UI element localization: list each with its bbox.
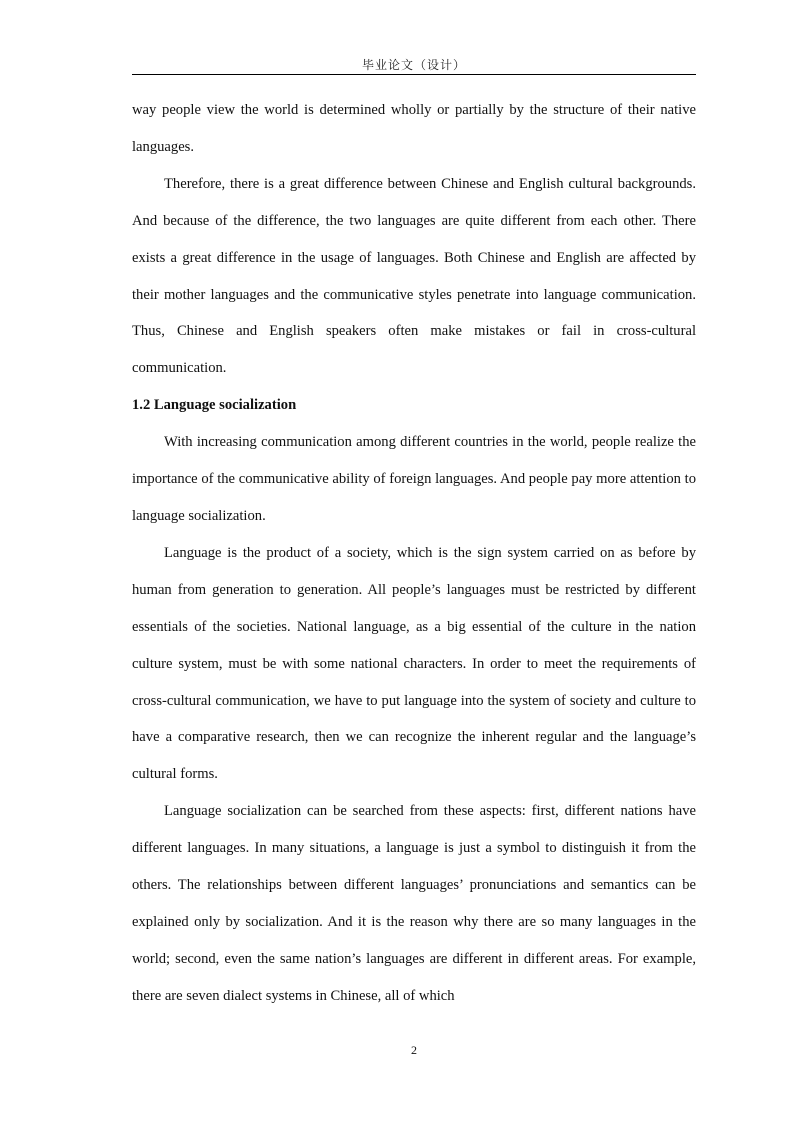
section-heading: 1.2 Language socialization xyxy=(132,397,297,414)
paragraph-cultural-difference: Therefore, there is a great difference between Chinese and English cultural backgrounds. And because of the difference, the two languages are quite different from each other. There exists a great difference in the usage of languages. Both Chinese and English are affected by their mother languages and the communicative styles penetrate into language communication. Thus, Chinese and English speakers often make mistakes or fail in cross-cultural communication. xyxy=(132,175,696,377)
page-header-title: 毕业论文（设计） xyxy=(361,58,466,72)
paragraph-socialization-aspects: Language socialization can be searched from these aspects: first, different nations have different languages. In many situations, a language is just a symbol to distinguish it from the others. The relationships between different languages’ pronunciations and semantics can be explained only by socialization. And it is the reason why there are so many languages in the world; second, even the same nation’s languages are different in different areas. For example, there are seven dialect systems in Chinese, all of which xyxy=(132,803,696,1004)
header-divider xyxy=(132,74,696,75)
paragraph-continuation: way people view the world is determined wholly or partially by the structure of their native languages. xyxy=(132,102,696,155)
body-text xyxy=(132,92,696,1015)
page-number: 2 xyxy=(411,1043,417,1057)
paragraph-communication: With increasing communication among different countries in the world, people realize the importance of the communicative ability of foreign languages. And people pay more attention to language socialization. xyxy=(132,434,696,524)
paragraph-language-society: Language is the product of a society, which is the sign system carried on as before by human from generation to generation. All people’s languages must be restricted by different essentials of the societies. National language, as a big essential of the culture in the nation culture system, must be with some national characters. In order to meet the requirements of cross-cultural communication, we have to put language into the system of society and culture to have a comparative research, then we can recognize the inherent regular and the language’s cultural forms. xyxy=(132,544,696,783)
